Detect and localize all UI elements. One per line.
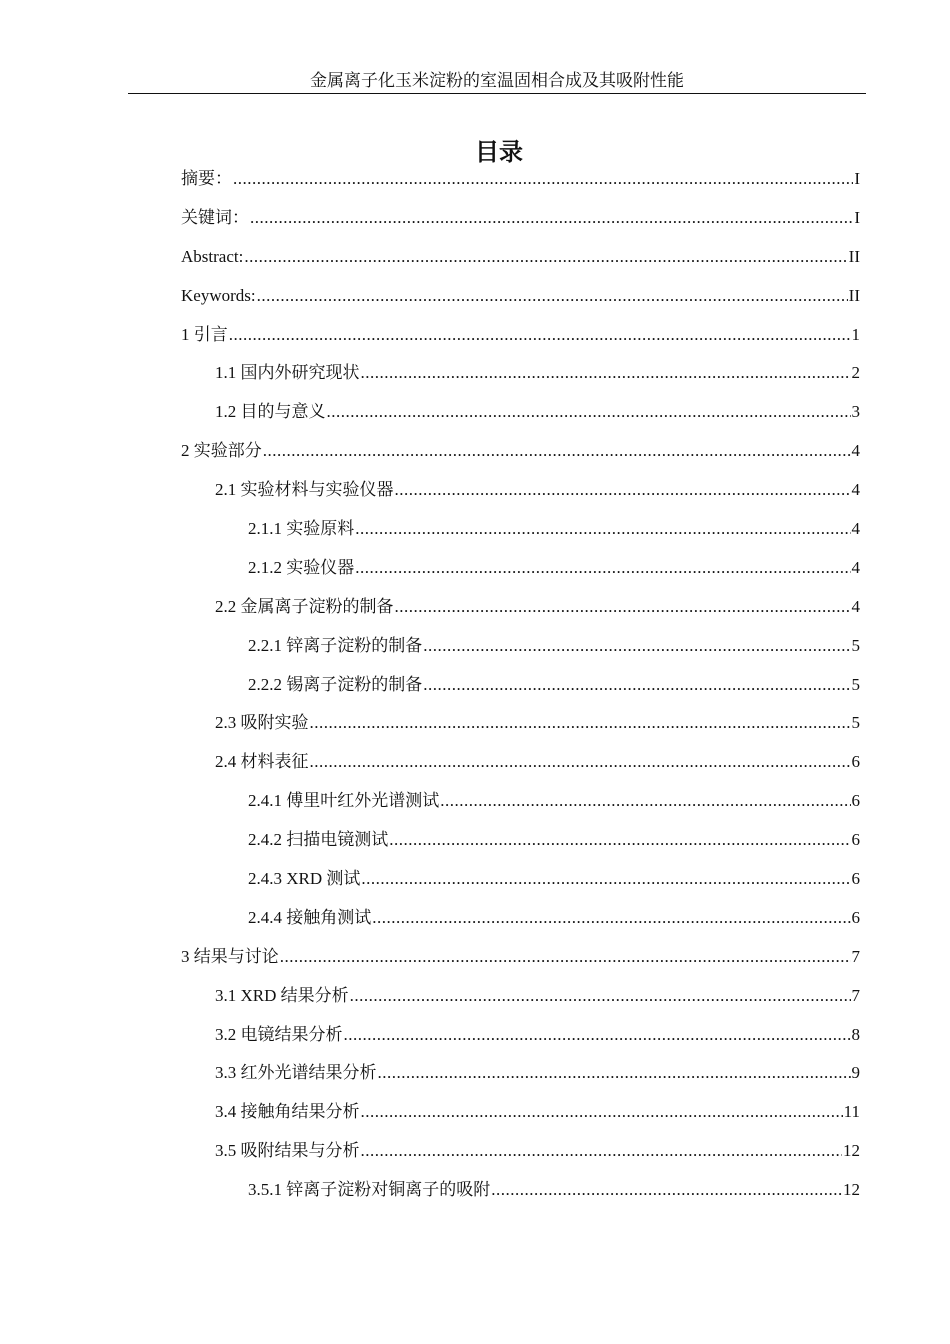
toc-entry[interactable] (181, 432, 860, 471)
toc-dot-leader (361, 354, 851, 392)
toc-dot-leader (361, 1093, 843, 1131)
toc-entry[interactable] (181, 277, 860, 316)
toc-entry-page-number: 5 (851, 713, 860, 733)
toc-entry-page-number: II (848, 285, 860, 305)
toc-entry-page-number: 8 (851, 1024, 860, 1044)
toc-dot-leader (361, 1132, 843, 1170)
toc-entry[interactable] (181, 1016, 860, 1055)
toc-entry-label: 2.1.2 实验仪器 (248, 557, 355, 577)
toc-dot-leader (257, 277, 848, 315)
toc-entry-label: 3 结果与讨论 (181, 946, 279, 966)
toc-entry-page-number: 4 (851, 441, 860, 461)
toc-entry-page-number: 12 (843, 1141, 860, 1161)
toc-entry[interactable] (181, 1132, 860, 1171)
toc-entry[interactable] (181, 510, 860, 549)
toc-dot-leader (423, 627, 850, 665)
toc-entry[interactable] (181, 938, 860, 977)
toc-entry-page-number: 12 (843, 1180, 860, 1200)
toc-entry-label: 2.1.1 实验原料 (248, 519, 355, 539)
toc-entry[interactable] (181, 1171, 860, 1210)
toc-entry-label: 2.2.1 锌离子淀粉的制备 (248, 635, 423, 655)
toc-entry[interactable] (181, 199, 860, 238)
toc-list (181, 160, 860, 1210)
toc-dot-leader (378, 1054, 851, 1092)
toc-entry-label: Abstract: (181, 246, 244, 266)
toc-dot-leader (327, 393, 851, 431)
toc-entry-page-number: 11 (843, 1102, 860, 1122)
toc-dot-leader (395, 588, 851, 626)
toc-dot-leader (310, 704, 851, 742)
toc-entry[interactable] (181, 821, 860, 860)
toc-entry[interactable] (181, 238, 860, 277)
toc-entry-label: 2.3 吸附实验 (215, 713, 309, 733)
toc-entry[interactable] (181, 704, 860, 743)
toc-dot-leader (280, 938, 851, 976)
toc-entry-label: 2.4.1 傅里叶红外光谱测试 (248, 791, 440, 811)
toc-entry-label: 2.4.3 XRD 测试 (248, 869, 361, 889)
toc-dot-leader (250, 199, 853, 237)
toc-dot-leader (244, 238, 847, 276)
toc-entry[interactable] (181, 743, 860, 782)
toc-entry-page-number: 5 (851, 635, 860, 655)
toc-entry-page-number: 6 (851, 869, 860, 889)
toc-dot-leader (389, 821, 850, 859)
toc-entry-page-number: 7 (851, 985, 860, 1005)
toc-entry[interactable] (181, 354, 860, 393)
toc-entry-page-number: 4 (851, 557, 860, 577)
toc-entry-page-number: 3 (851, 402, 860, 422)
toc-entry-page-number: I (854, 169, 860, 188)
toc-title: 目录 (475, 138, 523, 166)
toc-dot-leader (229, 316, 851, 354)
toc-entry-label: 关键词： (181, 207, 249, 227)
toc-entry[interactable] (181, 899, 860, 938)
toc-entry-label: 1.2 目的与意义 (215, 402, 326, 422)
toc-entry[interactable] (181, 588, 860, 627)
toc-dot-leader (491, 1171, 842, 1209)
toc-dot-leader (263, 432, 851, 470)
toc-entry-page-number: 2 (851, 363, 860, 383)
toc-entry-page-number: I (854, 207, 860, 227)
toc-entry-label: 2.4.4 接触角测试 (248, 907, 372, 927)
toc-entry[interactable] (181, 1093, 860, 1132)
toc-entry-label: 2 实验部分 (181, 441, 262, 461)
toc-dot-leader (355, 510, 850, 548)
toc-dot-leader (350, 977, 851, 1015)
toc-dot-leader (233, 160, 853, 198)
toc-entry[interactable] (181, 666, 860, 705)
toc-entry-label: Keywords: (181, 285, 256, 305)
toc-entry[interactable] (181, 860, 860, 899)
toc-entry-page-number: 5 (851, 674, 860, 694)
toc-dot-leader (310, 743, 851, 781)
toc-entry-page-number: 4 (851, 596, 860, 616)
toc-dot-leader (395, 471, 851, 509)
toc-entry[interactable] (181, 316, 860, 355)
toc-entry-label: 3.5.1 锌离子淀粉对铜离子的吸附 (248, 1180, 491, 1200)
toc-entry-label: 2.4 材料表征 (215, 752, 309, 772)
toc-entry-page-number: 7 (851, 946, 860, 966)
toc-entry[interactable] (181, 1054, 860, 1093)
toc-entry-page-number: 6 (851, 830, 860, 850)
toc-entry-label: 3.2 电镜结果分析 (215, 1024, 343, 1044)
toc-dot-leader (355, 549, 850, 587)
toc-entry[interactable] (181, 782, 860, 821)
toc-entry-label: 2.2.2 锡离子淀粉的制备 (248, 674, 423, 694)
toc-entry-page-number: II (848, 246, 860, 266)
toc-entry-page-number: 1 (851, 324, 860, 344)
toc-entry[interactable] (181, 471, 860, 510)
toc-entry[interactable] (181, 549, 860, 588)
toc-entry-page-number: 6 (851, 907, 860, 927)
toc-entry-label: 摘要： (181, 169, 232, 188)
toc-entry-label: 1 引言 (181, 324, 228, 344)
toc-entry-page-number: 4 (851, 480, 860, 500)
toc-entry-page-number: 4 (851, 519, 860, 539)
toc-entry-label: 1.1 国内外研究现状 (215, 363, 360, 383)
toc-dot-leader (423, 666, 850, 704)
toc-entry-label: 2.4.2 扫描电镜测试 (248, 830, 389, 850)
toc-entry-label: 3.4 接触角结果分析 (215, 1102, 360, 1122)
toc-entry-label: 3.1 XRD 结果分析 (215, 985, 349, 1005)
toc-dot-leader (372, 899, 850, 937)
running-header: 金属离子化玉米淀粉的室温固相合成及其吸附性能 (128, 70, 866, 94)
toc-entry-page-number: 6 (851, 791, 860, 811)
toc-entry[interactable] (181, 393, 860, 432)
toc-entry-label: 3.5 吸附结果与分析 (215, 1141, 360, 1161)
toc-entry[interactable] (181, 160, 860, 199)
toc-dot-leader (344, 1016, 851, 1054)
toc-entry[interactable] (181, 627, 860, 666)
toc-entry-page-number: 9 (851, 1063, 860, 1083)
toc-entry-page-number: 6 (851, 752, 860, 772)
toc-entry-label: 2.1 实验材料与实验仪器 (215, 480, 394, 500)
toc-entry-label: 2.2 金属离子淀粉的制备 (215, 596, 394, 616)
toc-entry[interactable] (181, 977, 860, 1016)
toc-entry-label: 3.3 红外光谱结果分析 (215, 1063, 377, 1083)
toc-dot-leader (440, 782, 850, 820)
toc-dot-leader (361, 860, 850, 898)
